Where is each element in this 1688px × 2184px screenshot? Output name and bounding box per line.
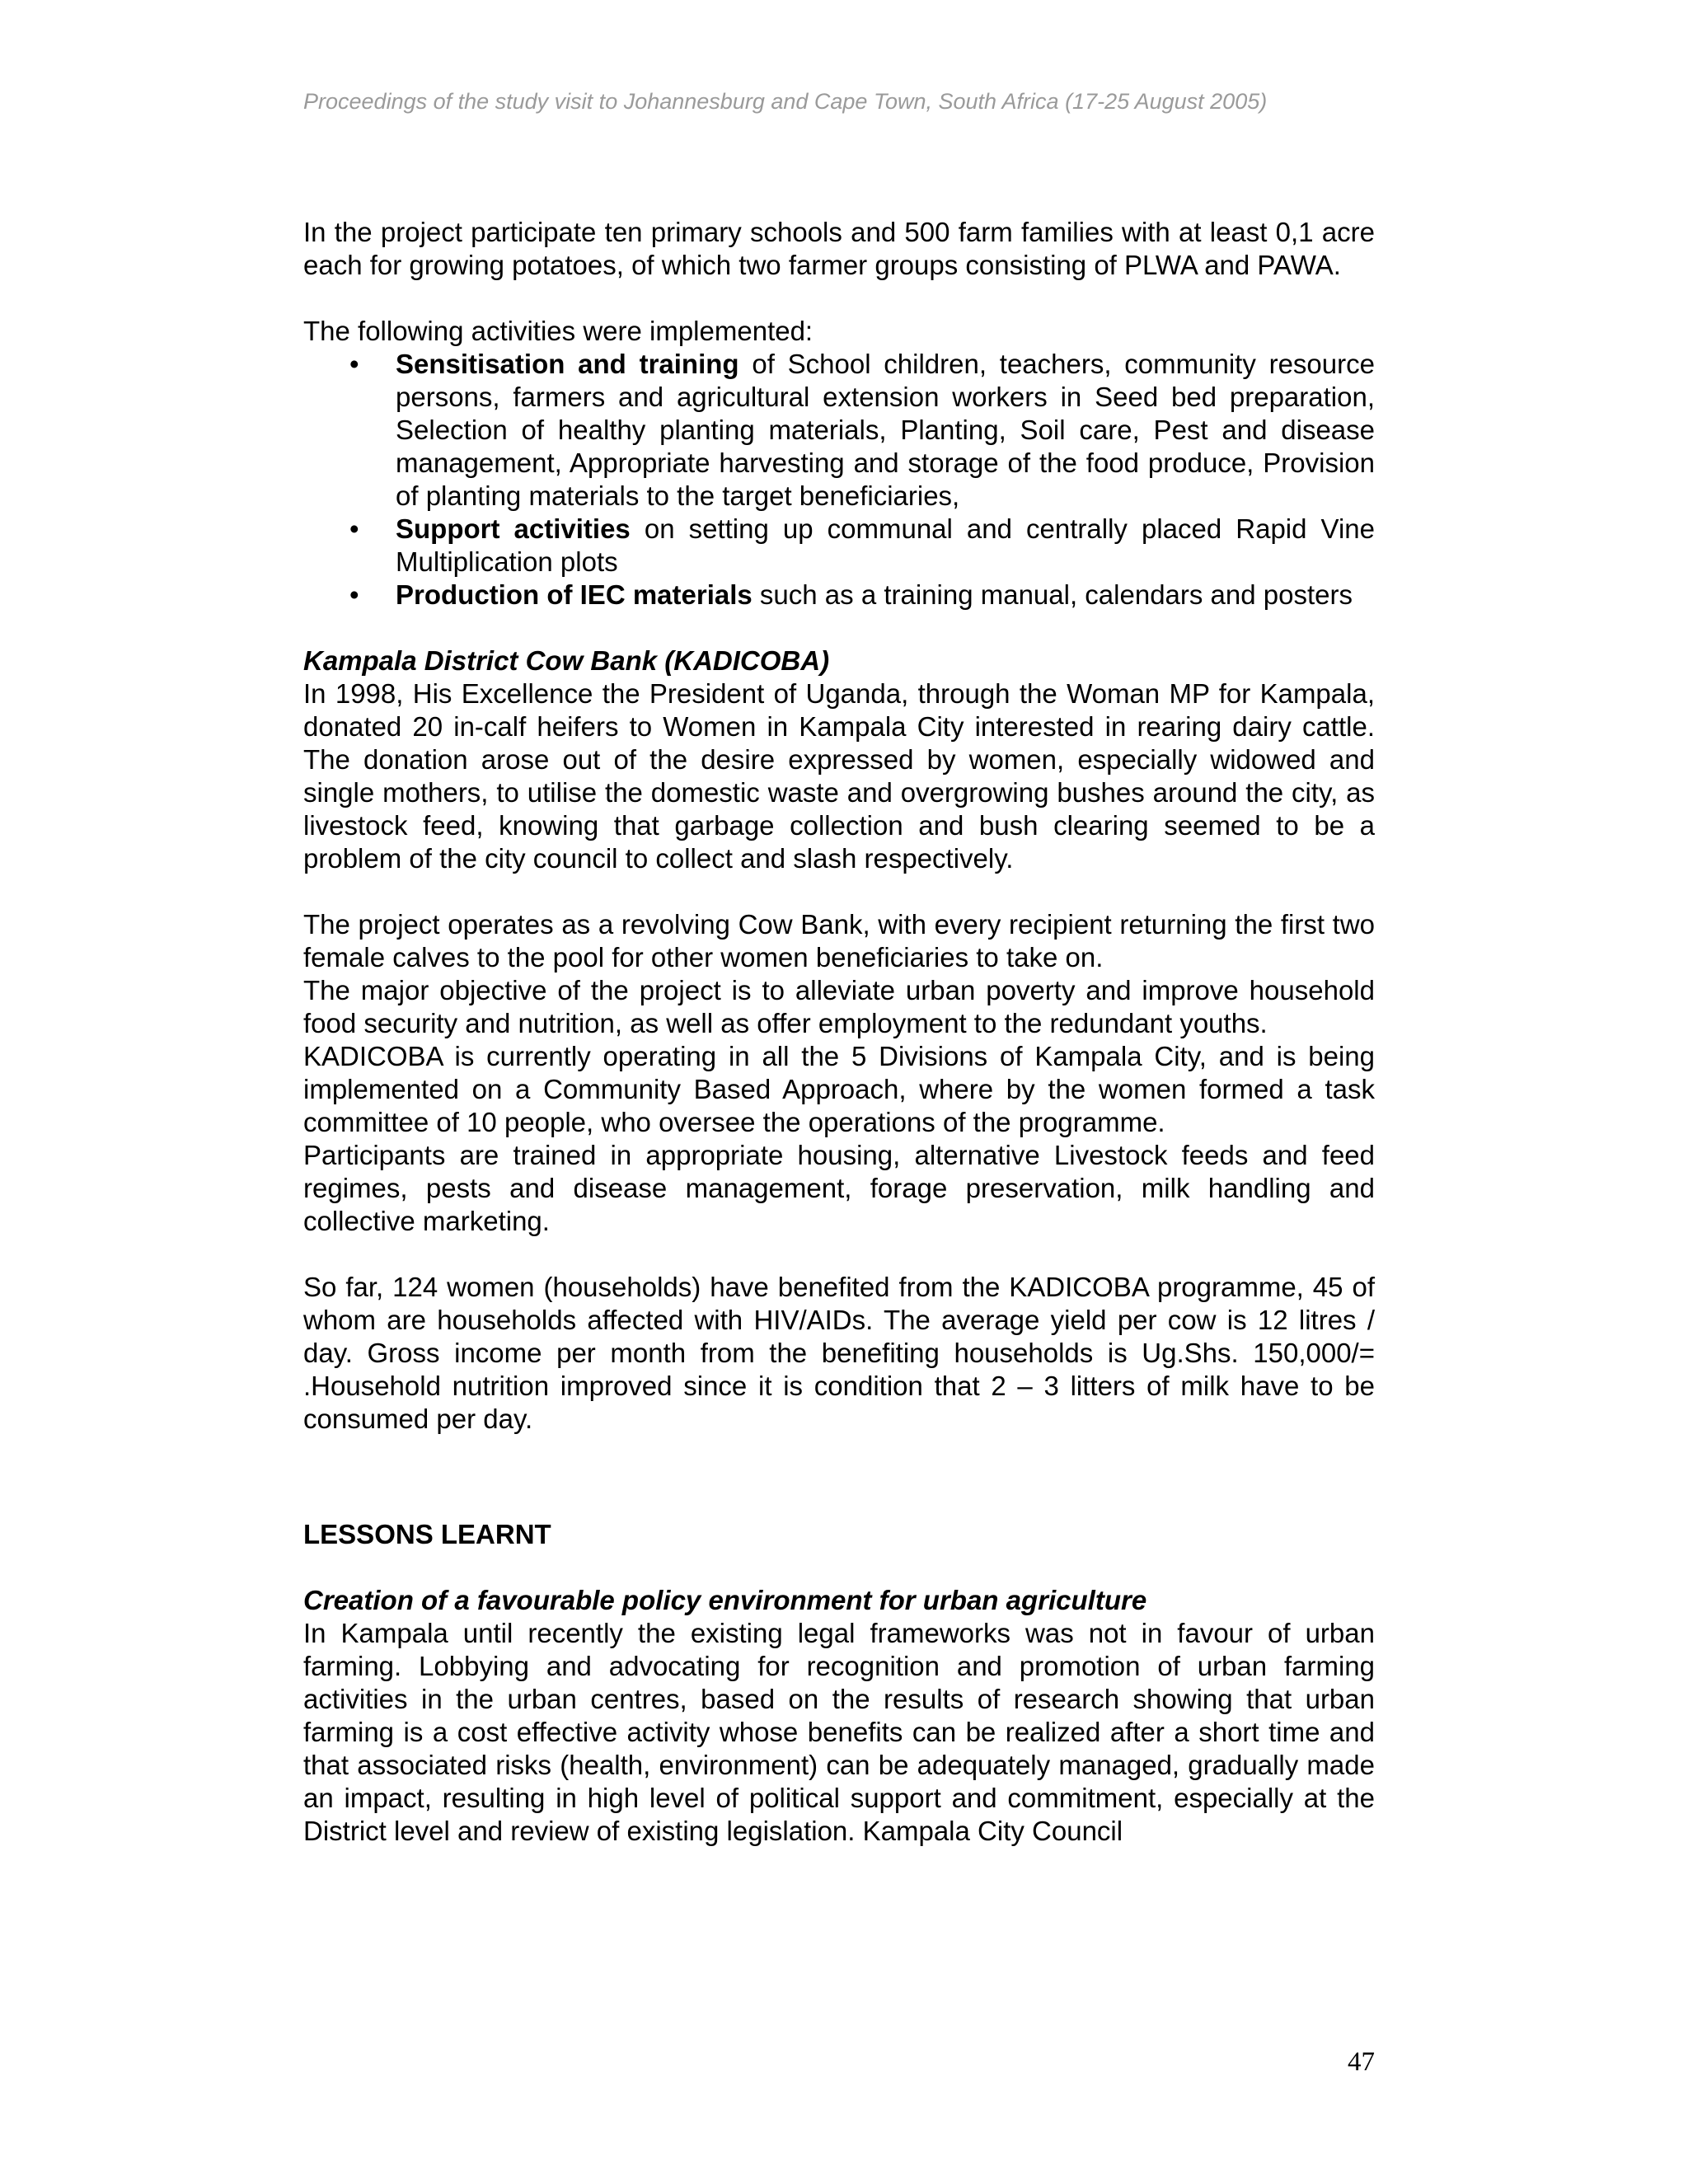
page-body	[303, 216, 1375, 1848]
paragraph-gap	[303, 1551, 1375, 1584]
activities-list	[303, 348, 1375, 612]
kadicoba-paragraph-2: The project operates as a revolving Cow Bank, with every recipient returning the first two female calves to the pool for other women beneficiaries to take on.	[303, 909, 1375, 972]
lessons-paragraph: In Kampala until recently the existing legal frameworks was not in favour of urban farming. Lobbying and advocating for recognition and promotion of urban farming activities in the urban centres, based on the results of research showing that urban farming is a cost effective activity whose benefits can be realized after a short time and that associated risks (health, environment) can be adequately managed, gradually made an impact, resulting in high level of political support and commitment, especially at the District level and review of existing legislation. Kampala City Council	[303, 1618, 1375, 1846]
paragraph-gap	[303, 1238, 1375, 1271]
lessons-subheading: Creation of a favourable policy environment for urban agriculture	[303, 1585, 1147, 1615]
paragraph-gap	[303, 282, 1375, 315]
paragraph-gap	[303, 1485, 1375, 1518]
activity-title: Production of IEC materials	[396, 579, 753, 610]
activity-item-iec	[349, 579, 1375, 612]
kadicoba-paragraph-3: The major objective of the project is to alleviate urban poverty and improve household food security and nutrition, as well as offer employment to the redundant youths.	[303, 975, 1375, 1038]
activities-lead: The following activities were implemented:	[303, 316, 814, 346]
bullet-icon: •	[349, 579, 359, 610]
paragraph-gap	[303, 875, 1375, 908]
kadicoba-paragraph-1: In 1998, His Excellence the President of Uganda, through the Woman MP for Kampala, donated 20 in-calf heifers to Women in Kampala City interested in rearing dairy cattle. The donation arose out of the desire expressed by women, especially widowed and single mothers, to utilise the domestic waste and overgrowing bushes around the city, as livestock feed, knowing that garbage collection and bush clearing seemed to be a problem of the city council to collect and slash respectively.	[303, 678, 1375, 874]
activity-item-support	[349, 513, 1375, 579]
activity-item-sensitisation	[349, 348, 1375, 513]
kadicoba-paragraph-4: KADICOBA is currently operating in all the 5 Divisions of Kampala City, and is being implemented on a Community Based Approach, where by the women formed a task committee of 10 people, who oversee the operations of the programme.	[303, 1041, 1375, 1137]
activity-text: on setting up communal and centrally placed Rapid Vine Multiplication plots	[396, 513, 1375, 577]
activity-text: of School children, teachers, community resource persons, farmers and agricultural extension workers in Seed bed preparation, Selection of healthy planting materials, Planting, Soil care, Pest and disease management, Appropriate harvesting and storage of the food produce, Provision of planting materials to the target beneficiaries,	[396, 349, 1375, 511]
bullet-icon: •	[349, 349, 359, 379]
running-header: Proceedings of the study visit to Johannesburg and Cape Town, South Africa (17-25 August 2005)	[303, 89, 1268, 114]
section-gap	[303, 1436, 1375, 1485]
intro-paragraph: In the project participate ten primary schools and 500 farm families with at least 0,1 acre each for growing potatoes, of which two farmer groups consisting of PLWA and PAWA.	[303, 217, 1375, 280]
kadicoba-paragraph-5: Participants are trained in appropriate housing, alternative Livestock feeds and feed regimes, pests and disease management, forage preservation, milk handling and collective marketing.	[303, 1140, 1375, 1236]
activity-text: such as a training manual, calendars and posters	[752, 579, 1353, 610]
lessons-heading: LESSONS LEARNT	[303, 1519, 551, 1549]
page-number: 47	[1348, 2047, 1375, 2077]
activity-title: Sensitisation and training	[396, 349, 739, 379]
kadicoba-heading: Kampala District Cow Bank (KADICOBA)	[303, 645, 830, 676]
bullet-icon: •	[349, 513, 359, 544]
kadicoba-paragraph-6: So far, 124 women (households) have benefited from the KADICOBA programme, 45 of whom are households affected with HIV/AIDs. The average yield per cow is 12 litres / day. Gross income per month from the benefiting households is Ug.Shs. 150,000/= .Household nutrition improved since it is condition that 2 – 3 litters of milk have to be consumed per day.	[303, 1272, 1375, 1434]
paragraph-gap	[303, 612, 1375, 644]
activity-title: Support activities	[396, 513, 631, 544]
